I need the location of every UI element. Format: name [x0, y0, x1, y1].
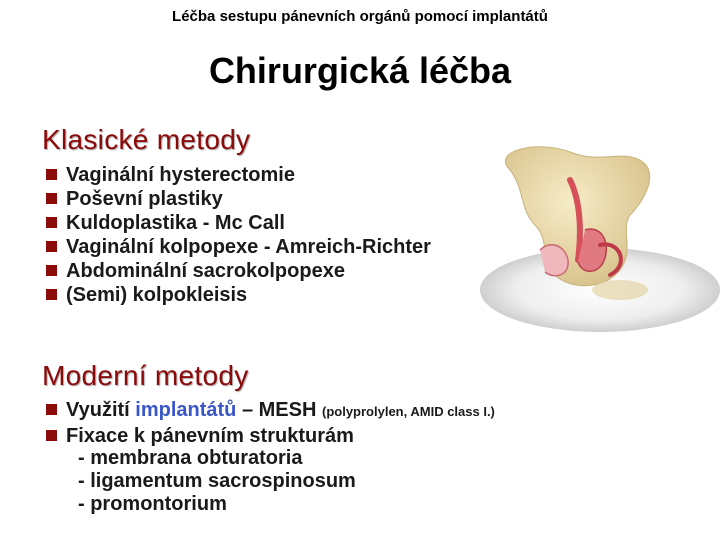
- square-bullet-icon: [46, 241, 57, 252]
- list-item-label: Kuldoplastika - Mc Call: [66, 212, 285, 234]
- square-bullet-icon: [46, 169, 57, 180]
- modern-methods-list: [44, 398, 495, 448]
- list-item: [44, 187, 431, 211]
- list-item: [44, 211, 431, 235]
- square-bullet-icon: [46, 404, 57, 415]
- section-heading-modern: Moderní metody: [42, 360, 249, 391]
- mesh-material-note: (polyprolylen, AMID class I.): [322, 404, 495, 419]
- sub-item: - ligamentum sacrospinosum: [78, 470, 356, 492]
- page-title: Chirurgická léčba: [208, 50, 512, 91]
- mesh-suffix: – MESH: [241, 399, 317, 421]
- sub-item: - membrana obturatoria: [78, 447, 303, 469]
- classic-methods-list: [44, 163, 431, 307]
- list-item-label: Abdominální sacrokolpopexe: [66, 260, 345, 282]
- list-item: [44, 424, 495, 448]
- implants-highlight: implantátů: [135, 399, 237, 421]
- square-bullet-icon: [46, 217, 57, 228]
- list-item-label: Vaginální kolpopexe - Amreich-Richter: [66, 236, 431, 258]
- square-bullet-icon: [46, 289, 57, 300]
- mesh-prefix: Využití: [66, 399, 130, 421]
- square-bullet-icon: [46, 265, 57, 276]
- list-item-label: Fixace k pánevním strukturám: [66, 425, 354, 447]
- list-item: [44, 283, 431, 307]
- list-item: [44, 259, 431, 283]
- list-item: [44, 163, 431, 187]
- list-item-label: Vaginální hysterectomie: [66, 164, 295, 186]
- list-item-label: Poševní plastiky: [66, 188, 223, 210]
- square-bullet-icon: [46, 193, 57, 204]
- section-heading-classic: Klasické metody: [42, 124, 251, 155]
- top-title: Léčba sestupu pánevních orgánů pomocí implantátů: [172, 8, 548, 25]
- list-item: [44, 398, 495, 424]
- list-item-label: (Semi) kolpokleisis: [66, 284, 248, 306]
- pelvis-anatomy-illustration: [470, 140, 720, 350]
- square-bullet-icon: [46, 430, 57, 441]
- sub-item: - promontorium: [78, 493, 227, 515]
- list-item: [44, 235, 431, 259]
